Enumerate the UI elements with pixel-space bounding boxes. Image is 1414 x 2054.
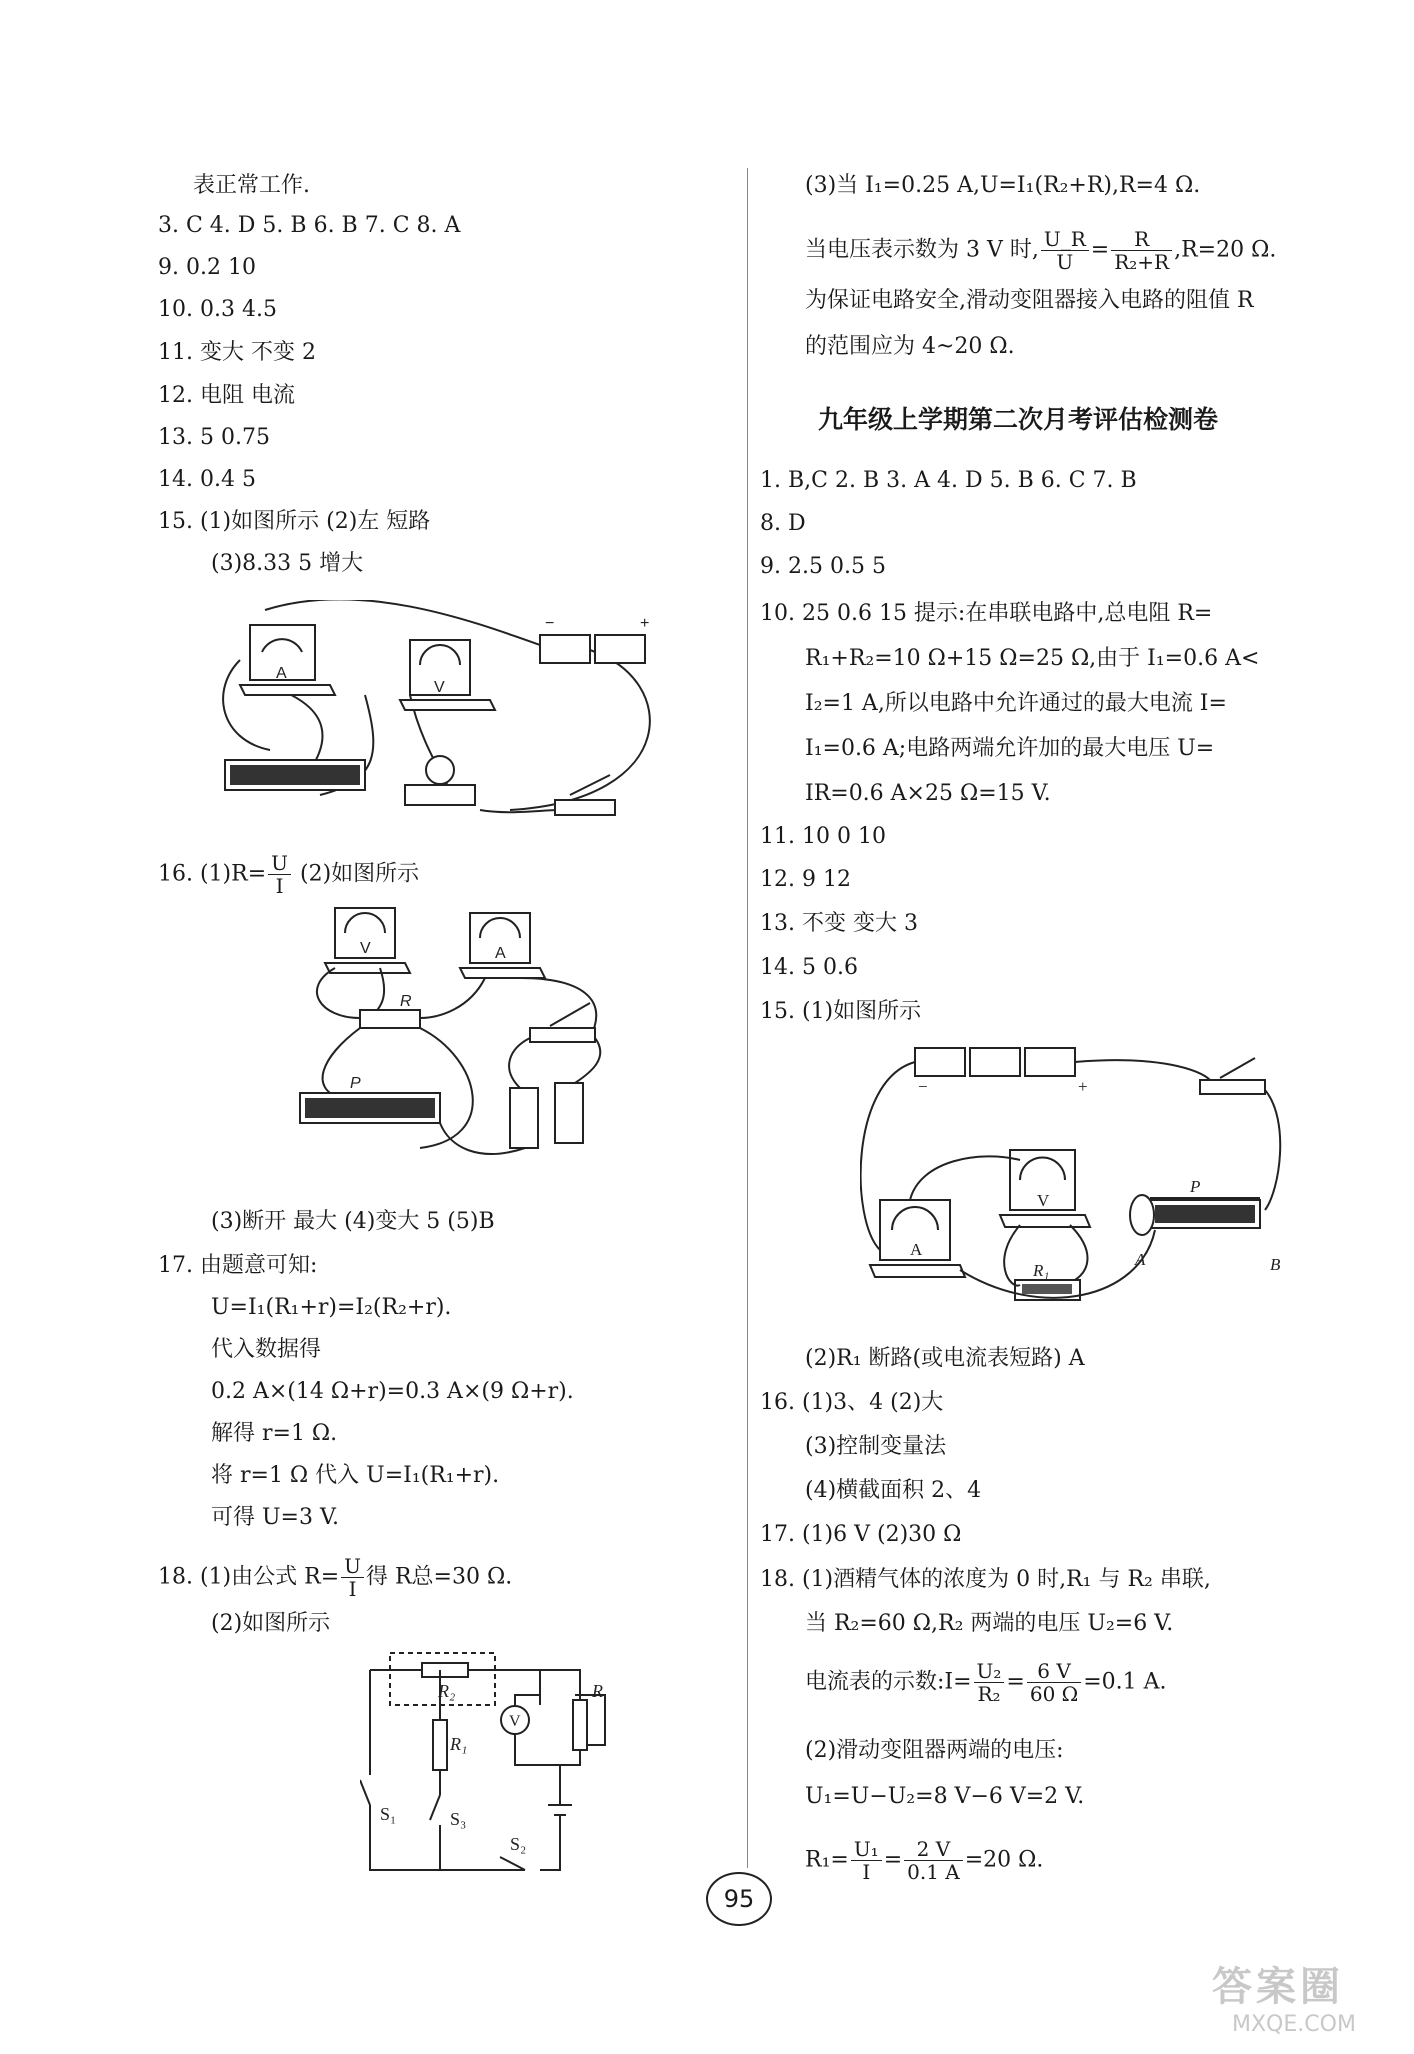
answer-line: U=I₁(R₁+r)=I₂(R₂+r). (211, 1295, 452, 1320)
terminal-b-label: B (1270, 1255, 1281, 1274)
battery-plus-label: + (1078, 1077, 1088, 1096)
answer-line: (2)R₁ 断路(或电流表短路) A (805, 1346, 1085, 1371)
answer-line: 10. 0.3 4.5 (158, 297, 277, 322)
answer-line: 将 r=1 Ω 代入 U=I₁(R₁+r). (211, 1463, 500, 1488)
r2-label: R₂ (438, 1681, 456, 1701)
answer-line: 15. (1)如图所示 (2)左 短路 (158, 509, 431, 534)
answer-line: 12. 电阻 电流 (158, 383, 295, 408)
answer-line: 13. 5 0.75 (158, 425, 270, 450)
circuit-schematic-q18 (360, 1645, 620, 1880)
voltmeter-label: V (1037, 1191, 1050, 1210)
r-label: R (592, 1681, 603, 1701)
answer-line: 18. (1)酒精气体的浓度为 0 时,R₁ 与 R₂ 串联, (760, 1567, 1211, 1592)
answer-line: 表正常工作. (193, 173, 310, 198)
fraction: $\frac{2 V}{0.1 A}$ (904, 1838, 963, 1883)
answer-line-q16: 16. (1)R= $\frac{U}{I}$ (2)如图所示 (158, 851, 420, 898)
watermark-main: 答案圈 (1212, 1964, 1344, 2010)
circuit-figure-right-q15 (860, 1040, 1300, 1320)
answer-line: U₁=U−U₂=8 V−6 V=2 V. (805, 1784, 1085, 1809)
r1-label: R₁ (1033, 1261, 1050, 1280)
answer-line: 9. 2.5 0.5 5 (760, 554, 886, 579)
answer-line: 17. 由题意可知: (158, 1253, 318, 1278)
slider-label: P (1190, 1177, 1201, 1196)
answer-line: 当 R₂=60 Ω,R₂ 两端的电压 U₂=6 V. (805, 1611, 1174, 1636)
fraction: $\frac{R}{\text{R₂+R}}$ (1111, 228, 1172, 273)
answer-line: 13. 不变 变大 3 (760, 911, 918, 936)
circuit-figure-q15 (210, 600, 690, 830)
slider-label: P (350, 1075, 361, 1092)
voltmeter-label: V (360, 940, 371, 957)
ammeter-label: A (910, 1240, 923, 1259)
answer-line: 15. (1)如图所示 (760, 999, 922, 1024)
resistor-label: R (400, 993, 412, 1010)
answer-line: 10. 25 0.6 15 提示:在串联电路中,总电阻 R= (760, 601, 1213, 626)
voltmeter-symbol: V (509, 1713, 521, 1730)
answer-line-q18: 18. (1)由公式 R= $\frac{U}{I}$ 得 R总=30 Ω. (158, 1554, 513, 1601)
answer-line-ratio: 当电压表示数为 3 V 时, $\frac{U\_R}{U}$ = $\frac{R}{\text{R₂+R}}$ ,R=20 Ω. (805, 227, 1277, 274)
answer-line: I₁=0.6 A;电路两端允许加的最大电压 U= (805, 736, 1215, 761)
terminal-a-label: A (1135, 1250, 1146, 1269)
answer-line: (2)如图所示 (211, 1611, 331, 1636)
answer-line: 解得 r=1 Ω. (211, 1421, 338, 1446)
answer-line: 3. C 4. D 5. B 6. B 7. C 8. A (158, 213, 461, 238)
answer-line: 17. (1)6 V (2)30 Ω (760, 1522, 962, 1547)
fraction: $\frac{U}{I}$ (268, 852, 291, 897)
answer-line: 9. 0.2 10 (158, 255, 256, 280)
battery-minus-label: − (545, 615, 555, 632)
answer-line: (2)滑动变阻器两端的电压: (805, 1738, 1064, 1763)
column-divider (747, 168, 748, 1868)
answer-line: 代入数据得 (211, 1337, 322, 1362)
circuit-figure-q16 (280, 898, 680, 1178)
answer-line: (3)断开 最大 (4)变大 5 (5)B (211, 1209, 495, 1234)
answer-line: (3)控制变量法 (805, 1434, 947, 1459)
answer-line: 11. 10 0 10 (760, 824, 886, 849)
fraction: $\frac{U\_R}{U}$ (1041, 228, 1089, 273)
answer-line: 14. 5 0.6 (760, 955, 858, 980)
answer-line: 11. 变大 不变 2 (158, 340, 316, 365)
answer-line: 为保证电路安全,滑动变阻器接入电路的阻值 R (805, 288, 1254, 313)
battery-minus-label: − (918, 1077, 928, 1096)
page-number: 95 (706, 1872, 772, 1926)
fraction: $\frac{\text{U₂}}{\text{R₂}}$ (974, 1660, 1005, 1705)
answer-line: I₂=1 A,所以电路中允许通过的最大电流 I= (805, 691, 1227, 716)
answer-line: 的范围应为 4~20 Ω. (805, 334, 1015, 359)
answer-line: (3)当 I₁=0.25 A,U=I₁(R₂+R),R=4 Ω. (805, 173, 1201, 198)
answer-line: 0.2 A×(14 Ω+r)=0.3 A×(9 Ω+r). (211, 1379, 574, 1404)
answer-line: 14. 0.4 5 (158, 467, 256, 492)
answer-line: R₁+R₂=10 Ω+15 Ω=25 Ω,由于 I₁=0.6 A< (805, 646, 1260, 671)
ammeter-label: A (495, 945, 506, 962)
s1-label: S₁ (380, 1804, 397, 1824)
answer-line: 1. B,C 2. B 3. A 4. D 5. B 6. C 7. B (760, 468, 1137, 493)
section-title: 九年级上学期第二次月考评估检测卷 (818, 405, 1219, 434)
answer-line: 可得 U=3 V. (211, 1505, 339, 1530)
fraction: $\frac{\text{U₁}}{I}$ (851, 1838, 882, 1883)
answer-line: (3)8.33 5 增大 (211, 551, 364, 576)
voltmeter-label: V (434, 679, 445, 696)
answer-line-r1: R₁= $\frac{\text{U₁}}{I}$ = $\frac{2 V}{0.1 A}$ =20 Ω. (805, 1837, 1044, 1884)
fraction: $\frac{U}{I}$ (341, 1555, 364, 1600)
answer-line: 8. D (760, 511, 806, 536)
watermark-sub: MXQE.COM (1232, 2012, 1356, 2037)
r1-label: R₁ (450, 1734, 468, 1754)
answer-line: 12. 9 12 (760, 867, 851, 892)
answer-line: 16. (1)3、4 (2)大 (760, 1390, 944, 1415)
watermark (1212, 1955, 1356, 2037)
s2-label: S₂ (510, 1834, 527, 1854)
battery-plus-label: + (640, 615, 650, 632)
ammeter-label: A (276, 665, 287, 682)
answer-line-current: 电流表的示数:I= $\frac{\text{U₂}}{\text{R₂}}$ = $\frac{6 V}{60 \Omega}$ =0.1 A. (805, 1659, 1167, 1706)
fraction: $\frac{6 V}{60 \Omega}$ (1027, 1660, 1081, 1705)
s3-label: S₃ (450, 1809, 467, 1829)
answer-line: (4)横截面积 2、4 (805, 1478, 982, 1503)
answer-line: IR=0.6 A×25 Ω=15 V. (805, 781, 1051, 806)
